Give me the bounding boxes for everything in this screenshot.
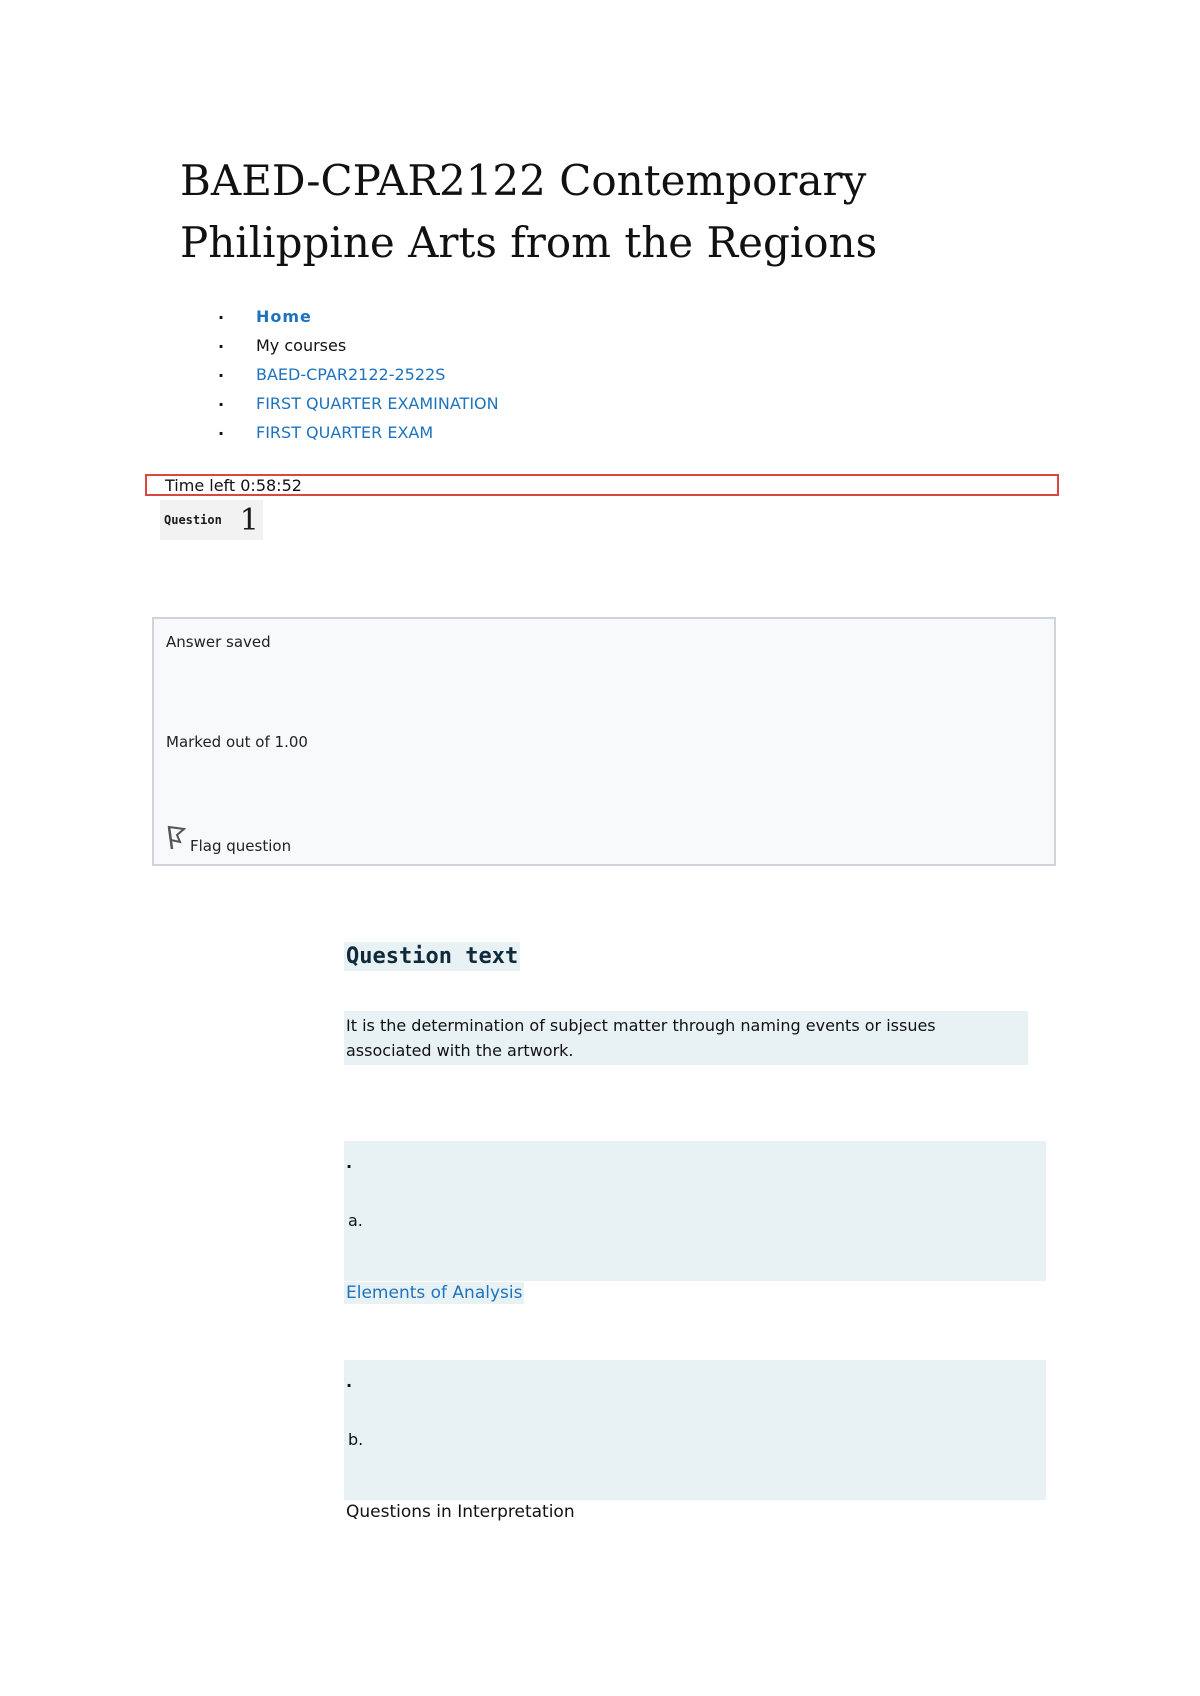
breadcrumb-item-home[interactable] bbox=[218, 302, 499, 331]
option-b-letter: b. bbox=[348, 1430, 364, 1449]
breadcrumb-link-exam[interactable]: FIRST QUARTER EXAM bbox=[256, 423, 434, 442]
option-b-radio[interactable]: . bbox=[346, 1372, 353, 1391]
option-b-row[interactable] bbox=[344, 1360, 1046, 1500]
breadcrumb-text-my-courses: My courses bbox=[256, 336, 347, 355]
breadcrumb-link-section[interactable]: FIRST QUARTER EXAMINATION bbox=[256, 394, 499, 413]
option-b-answer[interactable]: Questions in Interpretation bbox=[346, 1502, 575, 1522]
question-info-box bbox=[152, 617, 1056, 866]
option-a-letter: a. bbox=[348, 1211, 363, 1230]
breadcrumb-link-home[interactable]: Home bbox=[256, 307, 312, 326]
quiz-timer: Time left 0:58:52 bbox=[145, 474, 1059, 496]
breadcrumb-item-exam[interactable] bbox=[218, 418, 499, 447]
question-text-heading: Question text bbox=[346, 944, 519, 969]
breadcrumb-link-course[interactable]: BAED-CPAR2122-2522S bbox=[256, 365, 446, 384]
flag-question-button[interactable] bbox=[166, 825, 291, 855]
breadcrumb-item-my-courses bbox=[218, 331, 499, 360]
bullet: . bbox=[218, 391, 225, 410]
bullet: . bbox=[218, 362, 225, 381]
question-text: It is the determination of subject matter through naming events or issues associated with the artwork. bbox=[344, 1011, 1028, 1065]
breadcrumb-item-course[interactable] bbox=[218, 360, 499, 389]
option-a-row[interactable] bbox=[344, 1141, 1046, 1281]
flag-icon bbox=[166, 825, 190, 855]
option-a-radio[interactable]: . bbox=[346, 1153, 353, 1172]
question-number-value: 1 bbox=[239, 502, 259, 538]
flag-question-label: Flag question bbox=[190, 837, 292, 855]
question-number bbox=[160, 500, 263, 540]
marks-info: Marked out of 1.00 bbox=[166, 733, 308, 751]
answer-status: Answer saved bbox=[166, 633, 271, 651]
question-label: Question bbox=[164, 513, 222, 527]
breadcrumb bbox=[218, 302, 499, 447]
bullet: . bbox=[218, 304, 225, 323]
page-title: BAED-CPAR2122 Contemporary Philippine Arts from the Regions bbox=[180, 156, 878, 267]
option-a-answer[interactable]: Elements of Analysis bbox=[346, 1283, 523, 1303]
bullet: . bbox=[218, 333, 225, 352]
breadcrumb-item-section[interactable] bbox=[218, 389, 499, 418]
bullet: . bbox=[218, 420, 225, 439]
